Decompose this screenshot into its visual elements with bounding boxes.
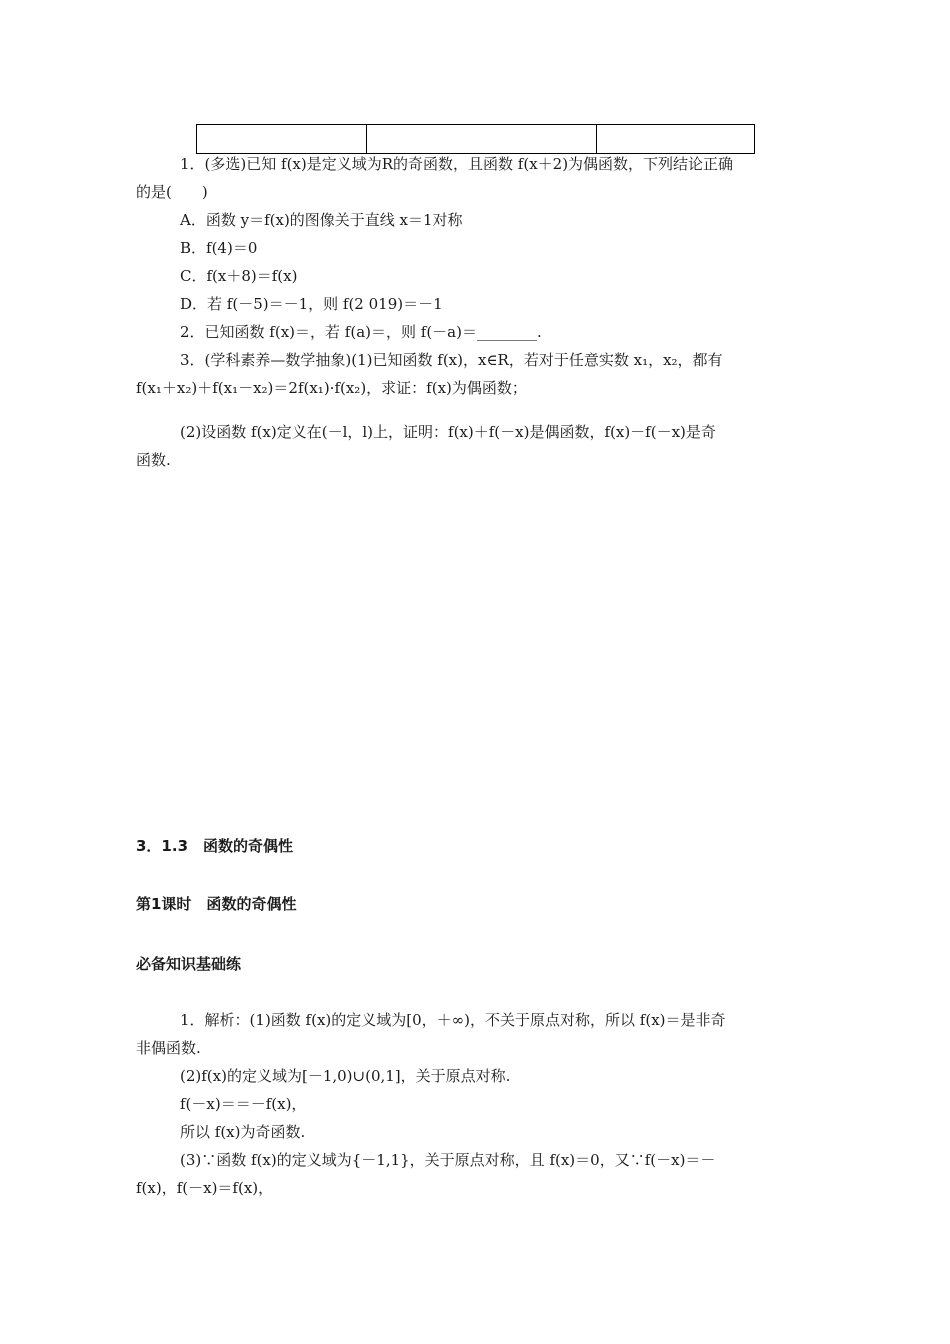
table-cell: [197, 125, 367, 154]
solution-2-line-3: 所以 f(x)为奇函数.: [180, 1123, 306, 1141]
problem-3-line-1: 3．(学科素养—数学抽象)(1)已知函数 f(x)，x∈R，若对于任意实数 x₁，x₂，都有: [180, 351, 723, 369]
solution-3-line-2: f(x)，f(－x)＝f(x)，: [136, 1179, 274, 1197]
solution-1-line-1: 1．解析：(1)函数 f(x)的定义域为[0，＋∞)，不关于原点对称，所以 f(x)＝是非奇: [180, 1011, 726, 1029]
table-cell: [597, 125, 755, 154]
solution-1-line-2: 非偶函数.: [136, 1039, 201, 1057]
problem-2-line-1: 2．已知函数 f(x)＝，若 f(a)＝，则 f(－a)＝________.: [180, 323, 542, 341]
top-table: [196, 124, 755, 154]
solution-2-line-2: f(－x)＝＝－f(x)，: [180, 1095, 307, 1113]
section-heading: 3．1.3 函数的奇偶性: [136, 837, 294, 855]
problem-1-line-2: 的是( ): [136, 183, 208, 201]
table-row: [197, 125, 755, 154]
problem-1-option-a: A．函数 y＝f(x)的图像关于直线 x＝1对称: [180, 211, 463, 229]
problem-3-part-2-line-2: 函数.: [136, 451, 171, 469]
problem-1-option-b: B．f(4)＝0: [180, 239, 258, 257]
problem-3-line-2: f(x₁＋x₂)＋f(x₁－x₂)＝2f(x₁)·f(x₂)，求证：f(x)为偶函数；: [136, 379, 527, 397]
problem-1-option-c: C．f(x＋8)＝f(x): [180, 267, 298, 285]
problem-1-option-d: D．若 f(－5)＝－1，则 f(2 019)＝－1: [180, 295, 443, 313]
table-cell: [367, 125, 597, 154]
lesson-heading: 第1课时 函数的奇偶性: [136, 895, 297, 913]
solution-3-line-1: (3)∵函数 f(x)的定义域为{－1,1}，关于原点对称，且 f(x)＝0，又∵f(－x)＝－: [180, 1151, 716, 1169]
problem-1-line-1: 1．(多选)已知 f(x)是定义域为R的奇函数，且函数 f(x＋2)为偶函数，下列结论正确: [180, 155, 734, 173]
problem-3-part-2-line-1: (2)设函数 f(x)定义在(－l，l)上，证明：f(x)＋f(－x)是偶函数，f(x)－f(－x)是奇: [180, 423, 716, 441]
practice-heading: 必备知识基础练: [136, 955, 242, 973]
solution-2-line-1: (2)f(x)的定义域为[－1,0)∪(0,1]，关于原点对称.: [180, 1067, 511, 1085]
